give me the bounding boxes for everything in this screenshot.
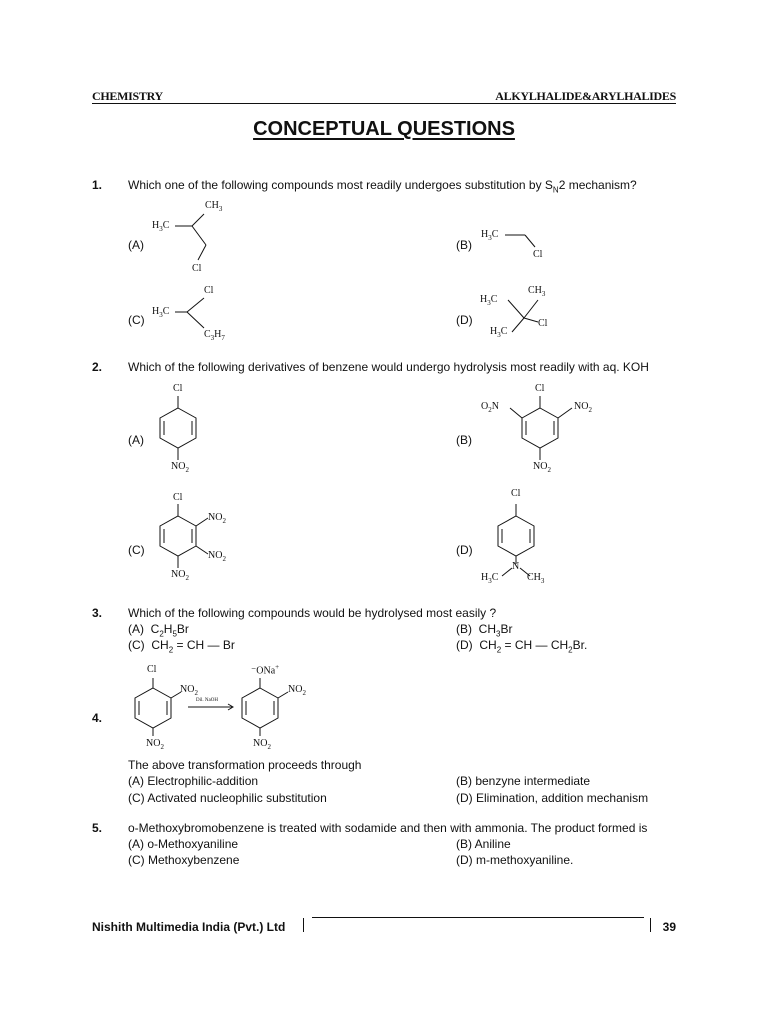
footer-divider-left	[303, 918, 304, 932]
q1-option-a[interactable]: (A)	[128, 238, 144, 252]
q1-text-a: Which one of the following compounds most readily undergoes substitution by S	[128, 178, 553, 192]
q2-d-cl: Cl	[511, 488, 521, 499]
q4-option-a[interactable]: (A) Electrophilic-addition	[128, 774, 259, 788]
q1-a-cl: Cl	[192, 263, 202, 274]
q1-text-sub: N	[552, 185, 559, 195]
q5-number: 5.	[92, 821, 103, 835]
q5-text: o-Methoxybromobenzene is treated with sodamide and then with ammonia. The product formed is	[128, 821, 648, 835]
q4-reagent: Dil. NaOH	[196, 698, 218, 703]
q1-d-h3c-bottom: $H_3C$	[490, 326, 508, 339]
q1-text	[128, 178, 637, 194]
q4-product-ring	[232, 670, 322, 760]
q2-option-d[interactable]: (D)	[456, 543, 473, 557]
q1-b-structure	[500, 225, 560, 265]
q1-option-b[interactable]: (B)	[456, 238, 472, 252]
q2-c-no2-mid: $NO_2$	[208, 550, 226, 563]
q1-c-cl: Cl	[204, 285, 214, 296]
q4-arrow-icon	[188, 703, 238, 713]
q2-c-cl: Cl	[173, 492, 183, 503]
footer-divider-right	[650, 918, 651, 932]
q4-product-no2-top: $NO_2$	[288, 684, 306, 697]
q4-reactant-no2-bottom: $NO_2$	[146, 738, 164, 751]
q3-text: Which of the following compounds would be hydrolysed most easily ?	[128, 606, 497, 620]
q2-d-n: N	[512, 561, 520, 572]
q3-option-b[interactable]: (B) $CH_3Br$	[456, 622, 513, 639]
q1-c-h3c: $H_3C$	[152, 306, 170, 319]
q2-a-no2: $NO_2$	[171, 461, 189, 474]
q4-option-d[interactable]: (D) Elimination, addition mechanism	[456, 791, 649, 805]
footer-publisher: Nishith Multimedia India (Pvt.) Ltd	[92, 920, 286, 934]
q5-option-b[interactable]: (B) Aniline	[456, 837, 511, 851]
q2-c-no2-top: $NO_2$	[208, 512, 226, 525]
q1-d-h3c-top: $H_3C$	[480, 294, 498, 307]
q4-reactant-no2-top: $NO_2$	[180, 684, 198, 697]
footer-rule	[312, 917, 644, 918]
q1-number: 1.	[92, 178, 103, 192]
q2-option-b[interactable]: (B)	[456, 433, 472, 447]
q4-reactant-cl: Cl	[147, 664, 157, 675]
header-subject: CHEMISTRY	[92, 89, 163, 103]
q1-a-ch3: $CH_3$	[205, 200, 223, 213]
q2-a-cl: Cl	[173, 383, 183, 394]
q4-option-c[interactable]: (C) Activated nucleophilic substitution	[128, 791, 327, 805]
q1-d-cl: Cl	[538, 318, 548, 329]
page-title: CONCEPTUAL QUESTIONS	[253, 118, 515, 140]
q2-text: Which of the following derivatives of benzene would undergo hydrolysis most readily with aq. KOH	[128, 360, 649, 374]
q1-option-c[interactable]: (C)	[128, 313, 145, 327]
q4-number: 4.	[92, 711, 103, 725]
q2-number: 2.	[92, 360, 103, 374]
q3-number: 3.	[92, 606, 103, 620]
q5-option-c[interactable]: (C) Methoxybenzene	[128, 853, 240, 867]
q2-d-h3c: $H_3C$	[481, 572, 499, 585]
header-rule	[92, 103, 676, 104]
page-number: 39	[662, 920, 676, 934]
q2-option-c[interactable]: (C)	[128, 543, 145, 557]
q1-a-h3c: $H_3C$	[152, 220, 170, 233]
q2-b-cl: Cl	[535, 383, 545, 394]
q2-option-a[interactable]: (A)	[128, 433, 144, 447]
q4-option-b[interactable]: (B) benzyne intermediate	[456, 774, 591, 788]
q2-b-no2-right: $NO_2$	[574, 401, 592, 414]
q1-option-d[interactable]: (D)	[456, 313, 473, 327]
q1-b-cl: Cl	[533, 249, 543, 260]
q1-c-c3h7: $C_3H_7$	[204, 329, 225, 342]
q2-b-o2n: $O_2N$	[481, 401, 499, 414]
q4-product-ona: ⁻ONa+	[251, 663, 280, 677]
header-chapter: ALKYLHALIDE&ARYLHALIDES	[495, 89, 676, 103]
q3-option-c[interactable]: (C) $CH_2$ = CH — Br	[128, 638, 235, 655]
q4-reactant-ring	[125, 670, 215, 760]
q3-option-d[interactable]: (D) $CH_2$ = CH — $CH_2Br$.	[456, 638, 588, 655]
q2-c-ring	[148, 492, 238, 582]
q3-option-a[interactable]: (A) $C_2H_5Br$	[128, 622, 189, 639]
q5-option-a[interactable]: (A) o-Methoxyaniline	[128, 837, 239, 851]
q5-option-d[interactable]: (D) m-methoxyaniline.	[456, 853, 574, 867]
q2-c-no2-bottom: $NO_2$	[171, 569, 189, 582]
q2-b-no2-bottom: $NO_2$	[533, 461, 551, 474]
q1-b-h3c: $H_3C$	[481, 229, 499, 242]
q4-text: The above transformation proceeds through	[128, 758, 362, 772]
q2-d-ch3: $CH_3$	[527, 572, 545, 585]
q4-product-no2-bottom: $NO_2$	[253, 738, 271, 751]
q1-text-b: 2 mechanism?	[558, 178, 637, 192]
q1-d-ch3: $CH_3$	[528, 285, 546, 298]
